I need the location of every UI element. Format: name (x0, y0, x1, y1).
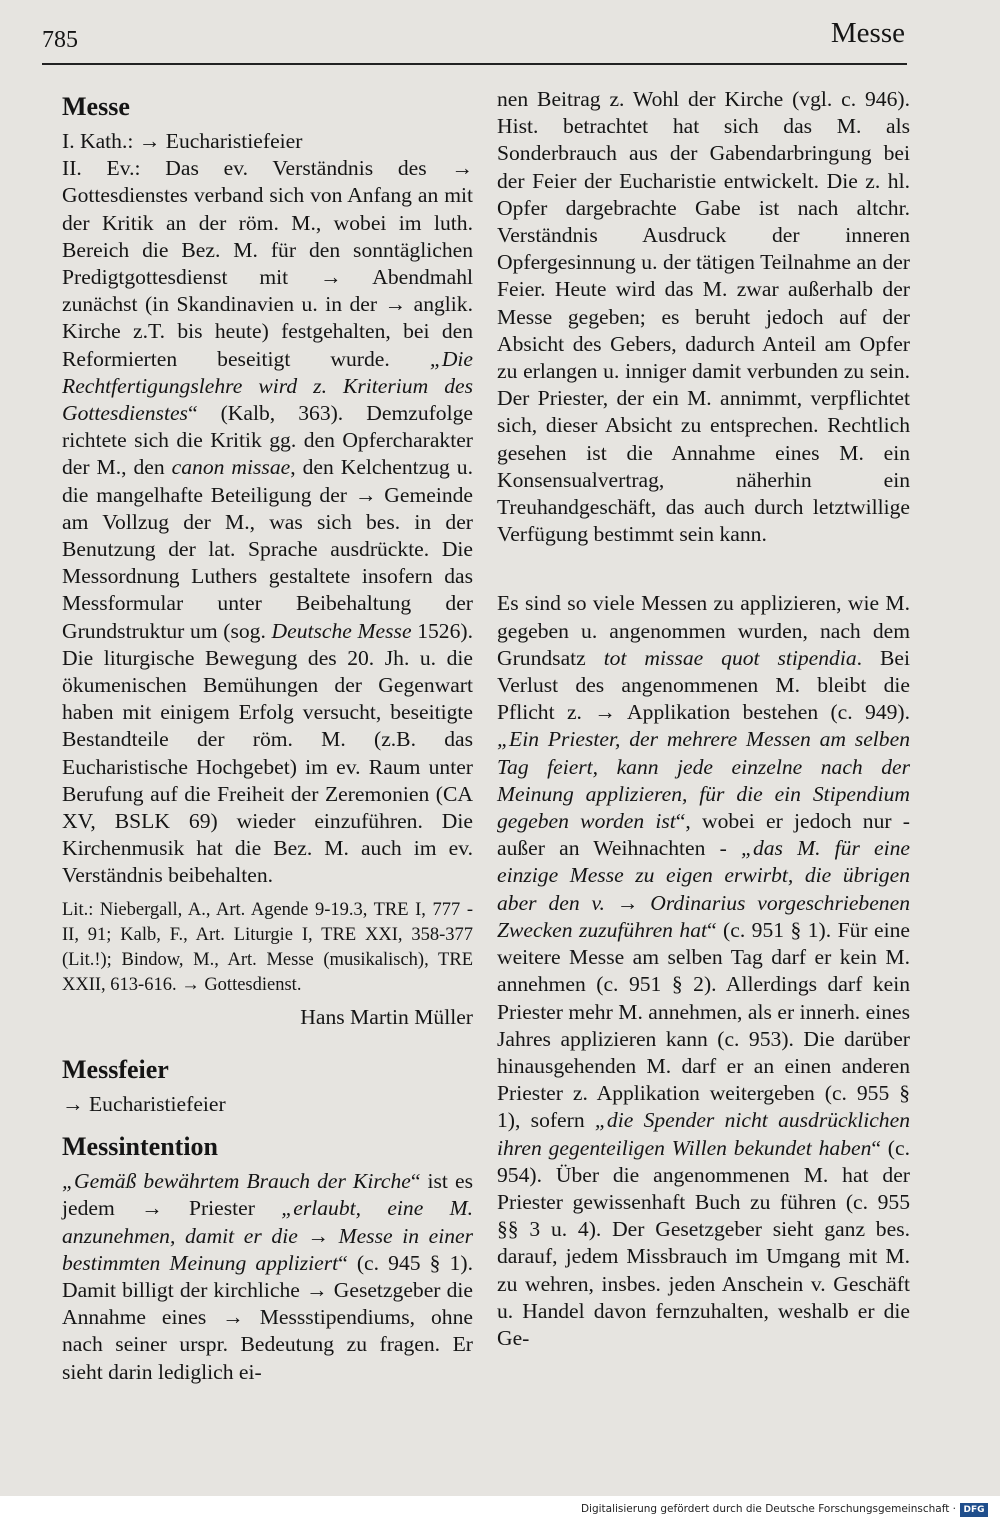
italic-run: tot missae quot stipendia (603, 645, 857, 670)
text-run: 1526). Die liturgische Bewegung des 20. Jh. u. die ökumenischen Bemühungen der Gegenwart haben mit einigem Erfolg versucht, beseitigte Bestandteile der röm. M. (z.B. das Eucharistische Hochgebet) im ev. Raum unter Berufung auf die Freiheit der Zeremonien (CA XV, BSLK 69) wieder einzuführen. Die Kirchenmusik hat die Bez. M. auch im ev. Verständnis beibehalten. (62, 618, 473, 888)
messfeier-reference: → Eucharistiefeier (62, 1091, 226, 1116)
footer-bar (0, 1496, 1000, 1525)
text-run: . Bei Verlust des angenommenen M. bleibt die Pflicht z. → Applikation bestehen (c. 949). (497, 645, 910, 725)
literature-list: Lit.: Niebergall, A., Art. Agende 9-19.3, TRE I, 777 - II, 91; Kalb, F., Art. Liturgie I, TRE XXI, 358-377 (Lit.!); Bindow, M., Art. Messe (musikalisch), TRE XXII, 613-616. → Gottesdienst. (62, 899, 473, 995)
text-run: “, wobei er jedoch nur - außer an Weihnachten - (497, 809, 910, 861)
text-run: II. Ev.: Das ev. Verständnis des → Gottesdienstes verband sich von Anfang an mit der Kritik an der röm. M., wobei im luth. Bereich die Bez. M. für den sonntäglichen Predigtgottesdienst mit → Abendmahl zunächst (in Skandinavien u. in der → anglik. Kirche z.T. bis heute) festgehalten, bei den Reformierten beseitigt wurde. (62, 156, 473, 371)
text-run: Es sind so viele Messen zu applizieren, wie M. gegeben u. angenommen wurden, nach dem Grundsatz (497, 591, 910, 670)
text-run: “ ist es jedem → Priester (62, 1169, 473, 1221)
header-rule (42, 63, 907, 65)
stipendium-paragraph (497, 86, 910, 548)
right-column (497, 80, 910, 1352)
text-run: nen Beitrag z. Wohl der Kirche (vgl. c. 946). Hist. betrachtet hat sich das M. als Sonderbrauch aus der Gabendarbringung bei der Feier der Eucharistie entwickelt. Die z. hl. Opfer dargebrachte Gabe ist nach altchr. Verständnis Ausdruck der inneren Opfergesinnung u. der tätigen Teilnahme an der Feier. Heute wird das M. zwar außerhalb der Messe gegeben; es beruht jedoch auf der Absicht des Gebers, dadurch Anteil am Opfer zu erlangen u. inniger damit verbunden zu sein. Der Priester, der ein M. annimmt, verpflichtet sich, dieser Absicht zu entsprechen. Rechtlich gesehen ist die Annahme eines M. ein Konsensualvertrag, näherhin ein Treuhandgeschäft, das auch durch letztwillige Verfügung bestimmt sein kann. (497, 87, 910, 547)
text-run: “ (c. 954). Über die angenommenen M. hat der Priester gewissenhaft Buch zu führen (c. 955 §§ 3 u. 4). Der Gesetzgeber sieht ganz bes. darauf, jedem Missbrauch im Umgang mit M. zu wehren, insbes. jeden Anschein v. Geschäft u. Handel davon fernzuhalten, weshalb er die Ge- (497, 1135, 910, 1350)
entry-title-messe: Messe (62, 92, 130, 121)
ev-paragraph (62, 155, 473, 889)
entry-title-messfeier: Messfeier (62, 1054, 169, 1084)
funding-notice: Digitalisierung gefördert durch die Deutsche Forschungsgemeinschaft · (580, 1503, 956, 1515)
text-run: , den Kelchentzug u. die mangelhafte Beteiligung der → Gemeinde am Vollzug der M., was sich bes. in der Benutzung der lat. Sprache ausdrückte. Die Messordnung Luthers gestaltete insofern das Messformular unter Beibehaltung der Grundstruktur um (sog. (62, 455, 474, 643)
text-run: “ (Kalb, 363). Demzufolge richtete sich die Kritik gg. den Opfercharakter der M., den (62, 401, 473, 480)
paragraph-gap (497, 548, 910, 590)
italic-run: „Die Rechtfertigungslehre wird z. Kriterium des Gottesdienstes (62, 346, 473, 426)
running-head: Messe (830, 17, 905, 49)
author-name: Hans Martin Müller (300, 1004, 473, 1029)
italic-run: Deutsche Messe (271, 618, 412, 643)
kath-reference: I. Kath.: → Eucharistiefeier (62, 129, 303, 153)
text-run: “ (c. 951 § 1). Für eine weitere Messe am selben Tag darf er kein M. annehmen (c. 951 § 2). Allerdings darf kein Priester mehr M. annehmen, als er innerh. eines Jahres applizieren kann (c. 953). Die darüber hinausgehenden M. darf er an einen anderen Priester z. Applikation weitergeben (c. 955 § 1), sofern (497, 917, 910, 1133)
italic-run: „Ein Priester, der mehrere Messen am selben Tag feiert, kann jede einzelne nach der Meinung applizieren, für die ein Stipendium gegeben worden ist (497, 727, 910, 834)
text-run: “ (c. 945 § 1). Damit billigt der kirchliche → Gesetzgeber die Annahme eines → Messstipendiums, ohne nach seiner urspr. Bedeutung zu fragen. Er sieht darin lediglich ei- (62, 1250, 473, 1384)
italic-run: canon missae (171, 455, 291, 480)
left-column (62, 80, 473, 1386)
dfg-logo: DFG (960, 1503, 988, 1517)
messintention-paragraph (62, 1168, 473, 1386)
italic-run: „Gemäß bewährtem Brauch der Kirche (62, 1169, 411, 1194)
italic-run: „das M. für eine einzige Messe zu eigen erwirbt, die übrigen aber den v. → Ordinarius vorgeschriebenen Zwecken zuzuführen hat (497, 836, 910, 942)
italic-run: „erlaubt, eine M. anzunehmen, damit er die → Messe in einer bestimmten Meinung appliziert (62, 1196, 474, 1275)
italic-run: „die Spender nicht ausdrücklichen ihren gegenteiligen Willen bekundet haben (497, 1108, 910, 1160)
page-number: 785 (42, 27, 78, 53)
applikation-paragraph (497, 590, 910, 1352)
entry-title-messintention: Messintention (62, 1132, 218, 1162)
